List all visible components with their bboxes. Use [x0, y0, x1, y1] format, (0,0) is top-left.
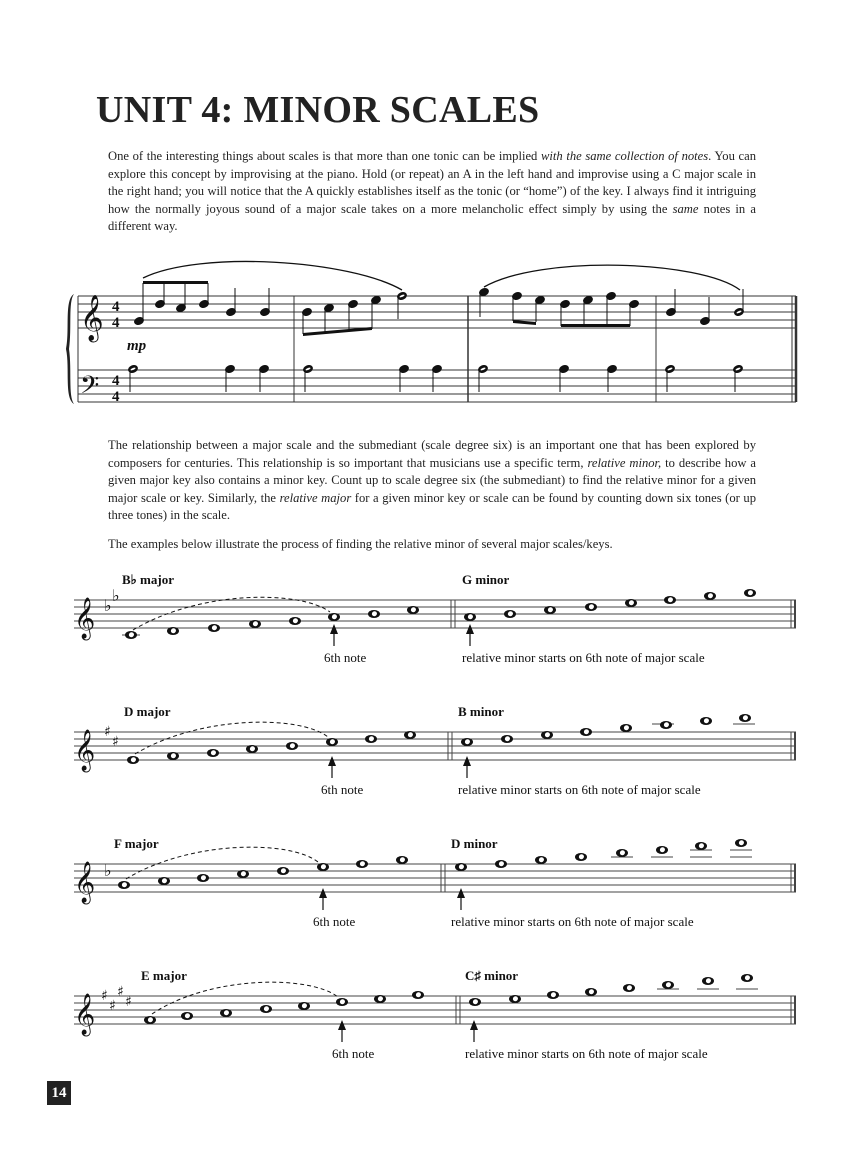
slur-icon [484, 265, 740, 290]
sharp-icon: ♯ [104, 724, 111, 740]
scale-example-bb [74, 572, 796, 665]
minor-scale-label: B minor [458, 704, 504, 719]
rel-text-1: The relationship between a major scale and the submediant (scale degree six) is an important one that has been explored by composers for centuries. This relationship is so important that musicians use a specific term, [108, 438, 756, 470]
minor-scale-label: C♯ minor [465, 968, 519, 983]
minor-caption: relative minor starts on 6th note of major scale [451, 914, 694, 929]
flat-icon: ♭ [112, 586, 120, 605]
treble-clef-icon: 𝄞 [74, 598, 96, 639]
treble-clef-icon: 𝄞 [74, 730, 96, 771]
slur-icon [143, 261, 402, 290]
piano-grand-staff [78, 296, 796, 402]
treble-clef-icon: 𝄞 [74, 862, 96, 903]
rel-italic-2: relative major [279, 490, 352, 505]
time-signature [112, 299, 120, 405]
rel-text-3: for a given minor key or scale can be found by counting down six tones (or up three tones) in the scale. [108, 490, 757, 523]
rel-italic-1: relative minor, [587, 455, 662, 470]
major-scale-label: E major [141, 968, 187, 983]
major-scale-label: F major [114, 836, 159, 851]
intro-italic-2: same [672, 201, 699, 216]
minor-caption: relative minor starts on 6th note of major scale [462, 650, 705, 665]
svg-text:4: 4 [112, 299, 120, 315]
brace-icon [66, 294, 74, 404]
intro-text-2: . You can explore this concept by improvising at the piano. Hold (or repeat) an A in the left hand and improvise using a C major scale in the right hand; you will notice that the A quickly establishes itself as the tonic (or “home”) of the key. I always find it intriguing how the normally joyous sound of a major scale takes on a more melancholic effect simply by using the [108, 149, 757, 216]
treble-clef-icon: 𝄞 [80, 295, 104, 341]
page-title: UNIT 4: MINOR SCALES [96, 89, 540, 131]
sharp-icon: ♯ [117, 984, 124, 1000]
scale-example-e [74, 968, 796, 1061]
sixth-note-label: 6th note [313, 914, 356, 929]
svg-text:4: 4 [112, 315, 120, 331]
dynamic-marking: mp [127, 338, 147, 354]
sharp-icon: ♯ [109, 998, 116, 1014]
sixth-note-label: 6th note [324, 650, 367, 665]
minor-caption: relative minor starts on 6th note of major scale [465, 1046, 708, 1061]
scale-example-f [74, 836, 796, 929]
bass-clef-icon: 𝄢 [80, 371, 100, 406]
intro-text-1: One of the interesting things about scales is that more than one tonic can be implied [108, 149, 541, 163]
major-scale-label: D major [124, 704, 171, 719]
sharp-icon: ♯ [112, 734, 119, 750]
minor-caption: relative minor starts on 6th note of major scale [458, 782, 701, 797]
major-scale-label: B♭ major [122, 572, 174, 587]
sharp-icon: ♯ [101, 988, 108, 1004]
intro-text-3: notes in a different way. [108, 201, 756, 234]
treble-clef-icon: 𝄞 [74, 994, 96, 1035]
scale-example-d [74, 704, 796, 797]
sixth-note-label: 6th note [321, 782, 364, 797]
page-number: 14 [47, 1081, 71, 1105]
svg-text:4: 4 [112, 389, 120, 405]
flat-icon: ♭ [104, 861, 112, 880]
svg-text:4: 4 [112, 373, 120, 389]
minor-scale-label: G minor [462, 572, 510, 587]
flat-icon: ♭ [104, 596, 112, 615]
sixth-note-label: 6th note [332, 1046, 375, 1061]
intro-italic-1: with the same collection of notes [541, 149, 709, 163]
rel-text-2: to describe how a given major key also contains a minor key. Count up to scale degree six (the submediant) to find the relative minor for a given major scale or key. Similarly, the [108, 455, 756, 505]
minor-scale-label: D minor [451, 836, 498, 851]
examples-intro: The examples below illustrate the process of finding the relative minor of several major scales/keys. [108, 537, 613, 551]
sharp-icon: ♯ [125, 994, 132, 1010]
